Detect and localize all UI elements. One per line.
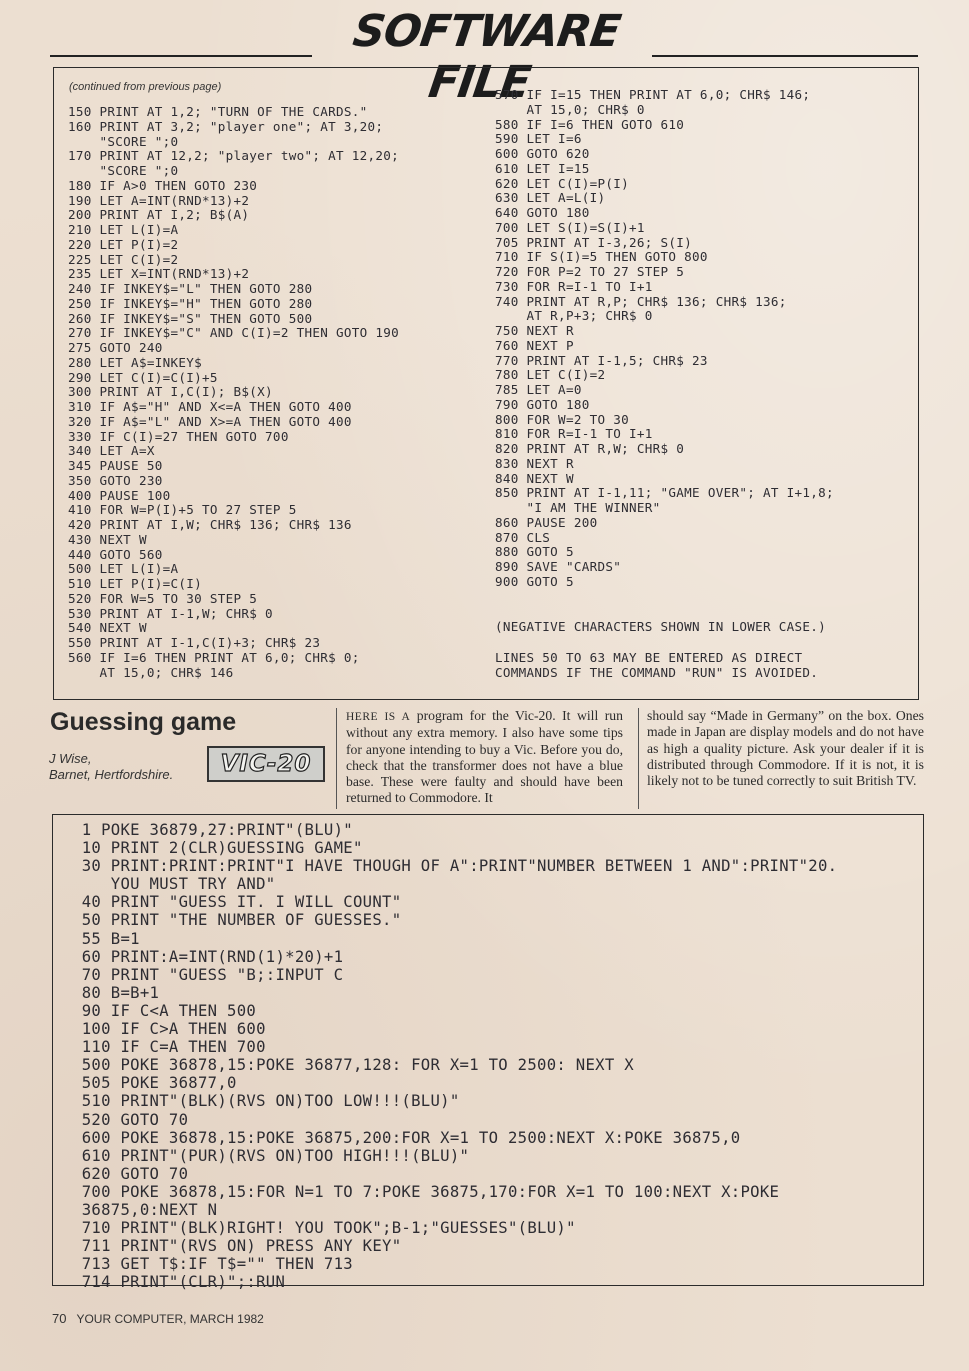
article-column-1-text: program for the Vic-20. It will run without any extra memory. I also have some tips for anyone intending to buy a Vic. Before you do, check that the transformer does not have a blue base. These were faulty and should have been returned to Commodore. It bbox=[346, 708, 623, 806]
listing-left-line: 240 IF INKEY$="L" THEN GOTO 280 bbox=[68, 281, 313, 296]
listing-left-line: 420 PRINT AT I,W; CHR$ 136; CHR$ 136 bbox=[68, 517, 352, 532]
listing-right-line: 790 GOTO 180 bbox=[495, 396, 590, 412]
listing-left-line: 510 LET P(I)=C(I) bbox=[68, 576, 202, 591]
listing-left-line: 160 PRINT AT 3,2; "player one"; AT 3,20; bbox=[68, 118, 384, 134]
listing-left-line: 275 GOTO 240 bbox=[68, 340, 163, 355]
vic-listing-line: 55 B=1 bbox=[72, 929, 140, 948]
listing-left-line: 340 LET A=X bbox=[68, 443, 155, 459]
listing-left-line: 180 IF A>0 THEN GOTO 230 bbox=[68, 177, 258, 193]
listing-left-line: 200 PRINT AT I,2; B$(A) bbox=[68, 207, 250, 223]
vic-listing-line: 10 PRINT 2(CLR)GUESSING GAME" bbox=[72, 839, 363, 858]
vic-listing-line: 713 GET T$:IF T$="" THEN 713 bbox=[72, 1255, 353, 1274]
listing-right-line: 620 LET C(I)=P(I) bbox=[495, 175, 629, 191]
listing-left-line: 260 IF INKEY$="S" THEN GOTO 500 bbox=[68, 310, 313, 326]
column-divider-left bbox=[336, 708, 337, 809]
vic-listing bbox=[72, 821, 837, 1291]
listing-left-line: 210 LET L(I)=A bbox=[68, 222, 179, 237]
listing-right-line: 840 NEXT W bbox=[495, 470, 574, 486]
page-number: 70 bbox=[52, 1311, 67, 1326]
listing-right-line: 710 IF S(I)=5 THEN GOTO 800 bbox=[495, 249, 708, 265]
listing-right-line: 720 FOR P=2 TO 27 STEP 5 bbox=[495, 264, 685, 279]
vic-listing-line: 510 PRINT"(BLK)(RVS ON)TOO LOW!!!(BLU)" bbox=[72, 1092, 460, 1111]
listing-right-line: 580 IF I=6 THEN GOTO 610 bbox=[495, 116, 685, 132]
negative-characters-note: (NEGATIVE CHARACTERS SHOWN IN LOWER CASE.) bbox=[495, 619, 827, 634]
vic-listing-line: 110 IF C=A THEN 700 bbox=[72, 1038, 266, 1057]
listing-left-line: 300 PRINT AT I,C(I); B$(X) bbox=[68, 384, 273, 400]
listing-right-line: 730 FOR R=I-1 TO I+1 bbox=[495, 278, 653, 294]
listing-right-line: 640 GOTO 180 bbox=[495, 205, 590, 220]
listing-left-line: 345 PAUSE 50 bbox=[68, 458, 163, 473]
author-location: Barnet, Hertfordshire. bbox=[49, 767, 174, 782]
article-column-2: should say “Made in Germany” on the box. Ones made in Japan are display models and do not have as high a quality picture. Ask your dealer if it is distributed through Commodore. If it is not, it is likely not to be tuned correctly to suit British TV. bbox=[647, 708, 924, 789]
listing-right-line: 785 LET A=0 bbox=[495, 382, 582, 397]
listing-left-line: 400 PAUSE 100 bbox=[68, 487, 171, 503]
listing-left-line: 310 IF A$="H" AND X<=A THEN GOTO 400 bbox=[68, 399, 352, 414]
listing-right-line: 750 NEXT R bbox=[495, 323, 574, 338]
listing-right-line: AT 15,0; CHR$ 0 bbox=[495, 101, 645, 117]
vic-listing-line: 620 GOTO 70 bbox=[72, 1164, 189, 1183]
listing-right-line: 820 PRINT AT R,W; CHR$ 0 bbox=[495, 441, 685, 456]
listing-right-line: 880 GOTO 5 bbox=[495, 544, 574, 560]
listing-left-line: 170 PRINT AT 12,2; "player two"; AT 12,20; bbox=[68, 148, 400, 164]
listing-left-line: 235 LET X=INT(RND*13)+2 bbox=[68, 266, 250, 282]
listing-right-line: 590 LET I=6 bbox=[495, 131, 582, 147]
listing-right-line: 600 GOTO 620 bbox=[495, 146, 590, 161]
vic-listing-line: 1 POKE 36879,27:PRINT"(BLU)" bbox=[72, 821, 353, 839]
listing-right-line: AT R,P+3; CHR$ 0 bbox=[495, 308, 653, 324]
article-lead-in: HERE IS A bbox=[346, 711, 411, 723]
listing-left-line: 430 NEXT W bbox=[68, 531, 147, 547]
listing-left-line: 225 LET C(I)=2 bbox=[68, 251, 179, 267]
vic-listing-line: 36875,0:NEXT N bbox=[72, 1200, 218, 1219]
section-title: SOFTWARE FILE bbox=[349, 6, 624, 108]
listing-right-line: 700 LET S(I)=S(I)+1 bbox=[495, 219, 645, 235]
listing-right-line: 760 NEXT P bbox=[495, 337, 574, 353]
listing-left-line: 500 LET L(I)=A bbox=[68, 561, 179, 577]
vic-listing-line: 80 B=B+1 bbox=[72, 983, 160, 1002]
vic-20-badge-label: VIC-20 bbox=[220, 751, 312, 777]
listing-right-line: 900 GOTO 5 bbox=[495, 573, 574, 589]
listing-left-line: 550 PRINT AT I-1,C(I)+3; CHR$ 23 bbox=[68, 635, 321, 650]
page-footer bbox=[52, 1311, 264, 1326]
vic-20-badge bbox=[207, 746, 325, 782]
listing-left-column bbox=[68, 105, 399, 680]
vic-listing-line: 90 IF C<A THEN 500 bbox=[72, 1001, 257, 1020]
continued-note: (continued from previous page) bbox=[69, 81, 222, 93]
vic-listing-line: YOU MUST TRY AND" bbox=[72, 875, 276, 894]
vic-listing-line: 520 GOTO 70 bbox=[72, 1110, 189, 1129]
vic-listing-line: 100 IF C>A THEN 600 bbox=[72, 1020, 266, 1039]
listing-right-line: 705 PRINT AT I-3,26; S(I) bbox=[495, 234, 693, 250]
listing-left-line: 520 FOR W=5 TO 30 STEP 5 bbox=[68, 590, 258, 606]
article-title: Guessing game bbox=[50, 708, 237, 736]
vic-listing-line: 710 PRINT"(BLK)RIGHT! YOU TOOK";B-1;"GUESSES"(BLU)" bbox=[72, 1219, 576, 1238]
vic-listing-line: 700 POKE 36878,15:FOR N=1 TO 7:POKE 36875,170:FOR X=1 TO 100:NEXT X:POKE bbox=[72, 1182, 780, 1201]
header-rule-right bbox=[652, 55, 918, 57]
listing-left-line: 440 GOTO 560 bbox=[68, 546, 163, 562]
author-name: J Wise, bbox=[49, 751, 92, 766]
listing-left-line: 540 NEXT W bbox=[68, 620, 147, 636]
publication-name: YOUR COMPUTER, MARCH 1982 bbox=[76, 1312, 264, 1326]
vic-listing-line: 50 PRINT "THE NUMBER OF GUESSES." bbox=[72, 911, 402, 930]
header-rule-left bbox=[50, 55, 312, 57]
vic-listing-line: 505 POKE 36877,0 bbox=[72, 1074, 237, 1093]
listing-right-line: 740 PRINT AT R,P; CHR$ 136; CHR$ 136; bbox=[495, 293, 787, 309]
listing-right-line: 850 PRINT AT I-1,11; "GAME OVER"; AT I+1,8; bbox=[495, 485, 834, 501]
vic-listing-line: 60 PRINT:A=INT(RND(1)*20)+1 bbox=[72, 947, 344, 966]
listing-right-line: 570 IF I=15 THEN PRINT AT 6,0; CHR$ 146; bbox=[495, 87, 811, 102]
listing-left-line: "SCORE ";0 bbox=[68, 163, 179, 178]
vic-listing-line: 600 POKE 36878,15:POKE 36875,200:FOR X=1 TO 2500:NEXT X:POKE 36875,0 bbox=[72, 1128, 741, 1147]
listing-right-line: 800 FOR W=2 TO 30 bbox=[495, 411, 629, 427]
listing-left-line: 220 LET P(I)=2 bbox=[68, 236, 179, 252]
listing-left-line: 270 IF INKEY$="C" AND C(I)=2 THEN GOTO 190 bbox=[68, 325, 400, 341]
listing-right-column bbox=[495, 88, 834, 590]
direct-commands-note: LINES 50 TO 63 MAY BE ENTERED AS DIRECT COMMANDS IF THE COMMAND "RUN" IS AVOIDED. bbox=[495, 650, 819, 680]
listing-right-line: 830 NEXT R bbox=[495, 455, 574, 471]
listing-right-line: 610 LET I=15 bbox=[495, 160, 590, 176]
listing-left-line: 150 PRINT AT 1,2; "TURN OF THE CARDS." bbox=[68, 104, 368, 119]
vic-listing-line: 711 PRINT"(RVS ON) PRESS ANY KEY" bbox=[72, 1237, 402, 1256]
listing-left-line: 290 LET C(I)=C(I)+5 bbox=[68, 369, 218, 385]
listing-right-line: "I AM THE WINNER" bbox=[495, 500, 661, 515]
listing-left-line: AT 15,0; CHR$ 146 bbox=[68, 664, 234, 680]
listing-right-line: 860 PAUSE 200 bbox=[495, 514, 598, 530]
listing-left-line: 250 IF INKEY$="H" THEN GOTO 280 bbox=[68, 295, 313, 311]
listing-right-line: 780 LET C(I)=2 bbox=[495, 367, 606, 383]
listing-left-line: 530 PRINT AT I-1,W; CHR$ 0 bbox=[68, 605, 273, 621]
listing-left-line: 320 IF A$="L" AND X>=A THEN GOTO 400 bbox=[68, 413, 352, 429]
vic-listing-line: 500 POKE 36878,15:POKE 36877,128: FOR X=1 TO 2500: NEXT X bbox=[72, 1056, 634, 1075]
listing-left-line: 330 IF C(I)=27 THEN GOTO 700 bbox=[68, 428, 289, 444]
vic-listing-line: 70 PRINT "GUESS "B;:INPUT C bbox=[72, 965, 344, 984]
vic-listing-line: 30 PRINT:PRINT:PRINT"I HAVE THOUGH OF A":PRINT"NUMBER BETWEEN 1 AND":PRINT"20. bbox=[72, 857, 838, 876]
listing-left-line: 280 LET A$=INKEY$ bbox=[68, 354, 202, 370]
column-divider-right bbox=[638, 708, 639, 809]
listing-right-line: 810 FOR R=I-1 TO I+1 bbox=[495, 426, 653, 442]
listing-left-line: 190 LET A=INT(RND*13)+2 bbox=[68, 192, 250, 208]
listing-left-line: 560 IF I=6 THEN PRINT AT 6,0; CHR$ 0; bbox=[68, 649, 360, 665]
listing-right-line: 630 LET A=L(I) bbox=[495, 190, 606, 206]
listing-left-line: 410 FOR W=P(I)+5 TO 27 STEP 5 bbox=[68, 502, 297, 518]
listing-left-line: "SCORE ";0 bbox=[68, 133, 179, 149]
vic-listing-line: 714 PRINT"(CLR)";:RUN bbox=[72, 1273, 286, 1292]
listing-right-line: 870 CLS bbox=[495, 529, 551, 545]
listing-left-line: 350 GOTO 230 bbox=[68, 472, 163, 488]
article-column-1 bbox=[346, 708, 623, 807]
vic-listing-line: 40 PRINT "GUESS IT. I WILL COUNT" bbox=[72, 893, 402, 912]
listing-right-line: 770 PRINT AT I-1,5; CHR$ 23 bbox=[495, 352, 708, 368]
vic-listing-line: 610 PRINT"(PUR)(RVS ON)TOO HIGH!!!(BLU)" bbox=[72, 1146, 470, 1165]
listing-right-line: 890 SAVE "CARDS" bbox=[495, 559, 622, 574]
